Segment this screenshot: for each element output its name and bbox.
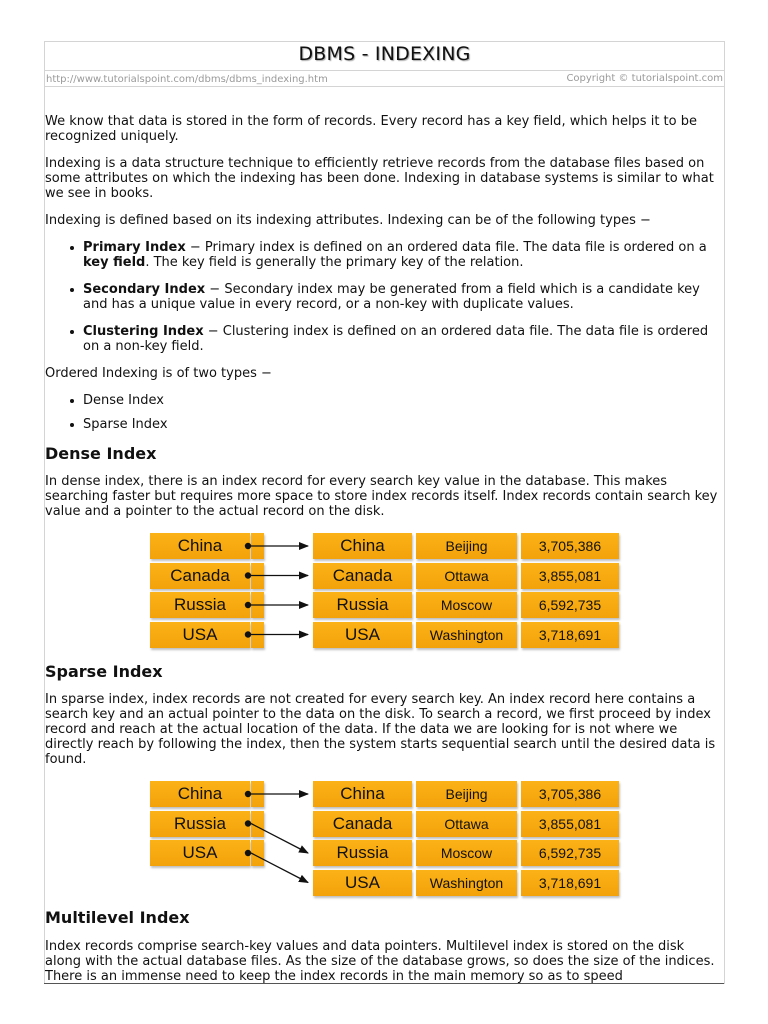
record-capital-cell: Washington <box>416 622 517 648</box>
multilevel-heading: Multilevel Index <box>45 908 190 927</box>
index-key-cell: China <box>150 781 250 807</box>
secondary-term: Secondary Index <box>83 282 206 297</box>
index-key-cell: Russia <box>150 592 250 618</box>
intro-paragraph-2: Indexing is a data structure technique to efficiently retrieve records from the database files based on some attributes on which the indexing has been done. Indexing in database systems is similar to what we see in books. <box>45 156 714 201</box>
index-key-cell: USA <box>150 622 250 648</box>
list-item-sparse: Sparse Index <box>83 417 721 432</box>
record-population-cell: 6,592,735 <box>521 840 619 866</box>
page-title: DBMS - INDEXING <box>298 43 471 65</box>
record-country-cell: Canada <box>313 563 412 589</box>
key-field-term: key field <box>83 255 146 270</box>
sparse-heading: Sparse Index <box>45 662 163 681</box>
record-capital-cell: Beijing <box>416 533 517 559</box>
dense-paragraph: In dense index, there is an index record for every search key value in the database. This makes searching faster but requires more space to store index records itself. Index records contain search key value and a pointer to the actual record on the disk. <box>45 474 718 519</box>
secondary-desc: − Secondary index may be generated from a field which is a candidate key and has a unique value in every record, or a non-key with duplicate values. <box>83 282 700 312</box>
index-key-cell: Canada <box>150 563 250 589</box>
record-population-cell: 3,718,691 <box>521 870 619 896</box>
clustering-desc: − Clustering index is defined on an ordered data file. The data file is ordered on a non-key field. <box>83 324 709 354</box>
record-country-cell: Russia <box>313 840 412 866</box>
record-population-cell: 3,705,386 <box>521 533 619 559</box>
intro-paragraph-1: We know that data is stored in the form of records. Every record has a key field, which helps it to be recognized uniquely. <box>45 114 697 144</box>
primary-term: Primary Index <box>83 240 186 255</box>
record-country-cell: USA <box>313 622 412 648</box>
pointer-arrow <box>251 824 308 854</box>
record-country-cell: USA <box>313 870 412 896</box>
record-country-cell: China <box>313 533 412 559</box>
record-country-cell: Canada <box>313 811 412 837</box>
record-country-cell: China <box>313 781 412 807</box>
ordered-intro: Ordered Indexing is of two types − <box>45 366 272 381</box>
pointer-dot <box>245 850 251 856</box>
index-key-cell: USA <box>150 840 250 866</box>
sparse-paragraph: In sparse index, index records are not created for every search key. An index record here contains a search key and an actual pointer to the data on the disk. To search a record, we first proceed by index record and reach at the actual location of the data. If the data we are looking for is not where we directly reach by following the index, then the system starts sequential search until the desired data is found. <box>45 692 716 767</box>
multilevel-paragraph: Index records comprise search-key values and data pointers. Multilevel index is stored on the disk along with the actual database files. As the size of the database grows, so does the size of the indices. There is an immense need to keep the index records in the main memory so as to speed <box>45 939 715 984</box>
record-country-cell: Russia <box>313 592 412 618</box>
dense-heading: Dense Index <box>45 444 157 463</box>
source-url[interactable]: http://www.tutorialspoint.com/dbms/dbms_indexing.htm <box>46 74 328 85</box>
list-item-dense: Dense Index <box>83 393 721 408</box>
copyright-note: Copyright © tutorialspoint.com <box>566 73 723 84</box>
record-population-cell: 3,855,081 <box>521 563 619 589</box>
record-capital-cell: Moscow <box>416 592 517 618</box>
record-population-cell: 3,705,386 <box>521 781 619 807</box>
pointer-dot <box>245 791 251 797</box>
index-key-cell: Russia <box>150 811 250 837</box>
record-population-cell: 3,718,691 <box>521 622 619 648</box>
primary-desc-1: − Primary index is defined on an ordered data file. The data file is ordered on a <box>185 240 707 255</box>
record-capital-cell: Moscow <box>416 840 517 866</box>
clustering-term: Clustering Index <box>83 324 204 339</box>
pointer-arrow <box>251 853 308 883</box>
index-key-cell: China <box>150 533 250 559</box>
primary-desc-2: . The key field is generally the primary key of the relation. <box>145 255 524 270</box>
intro-paragraph-3: Indexing is defined based on its indexing attributes. Indexing can be of the following types − <box>45 213 651 228</box>
record-capital-cell: Ottawa <box>416 563 517 589</box>
pointer-dot <box>245 820 251 826</box>
record-capital-cell: Ottawa <box>416 811 517 837</box>
record-population-cell: 6,592,735 <box>521 592 619 618</box>
record-population-cell: 3,855,081 <box>521 811 619 837</box>
record-capital-cell: Beijing <box>416 781 517 807</box>
record-capital-cell: Washington <box>416 870 517 896</box>
